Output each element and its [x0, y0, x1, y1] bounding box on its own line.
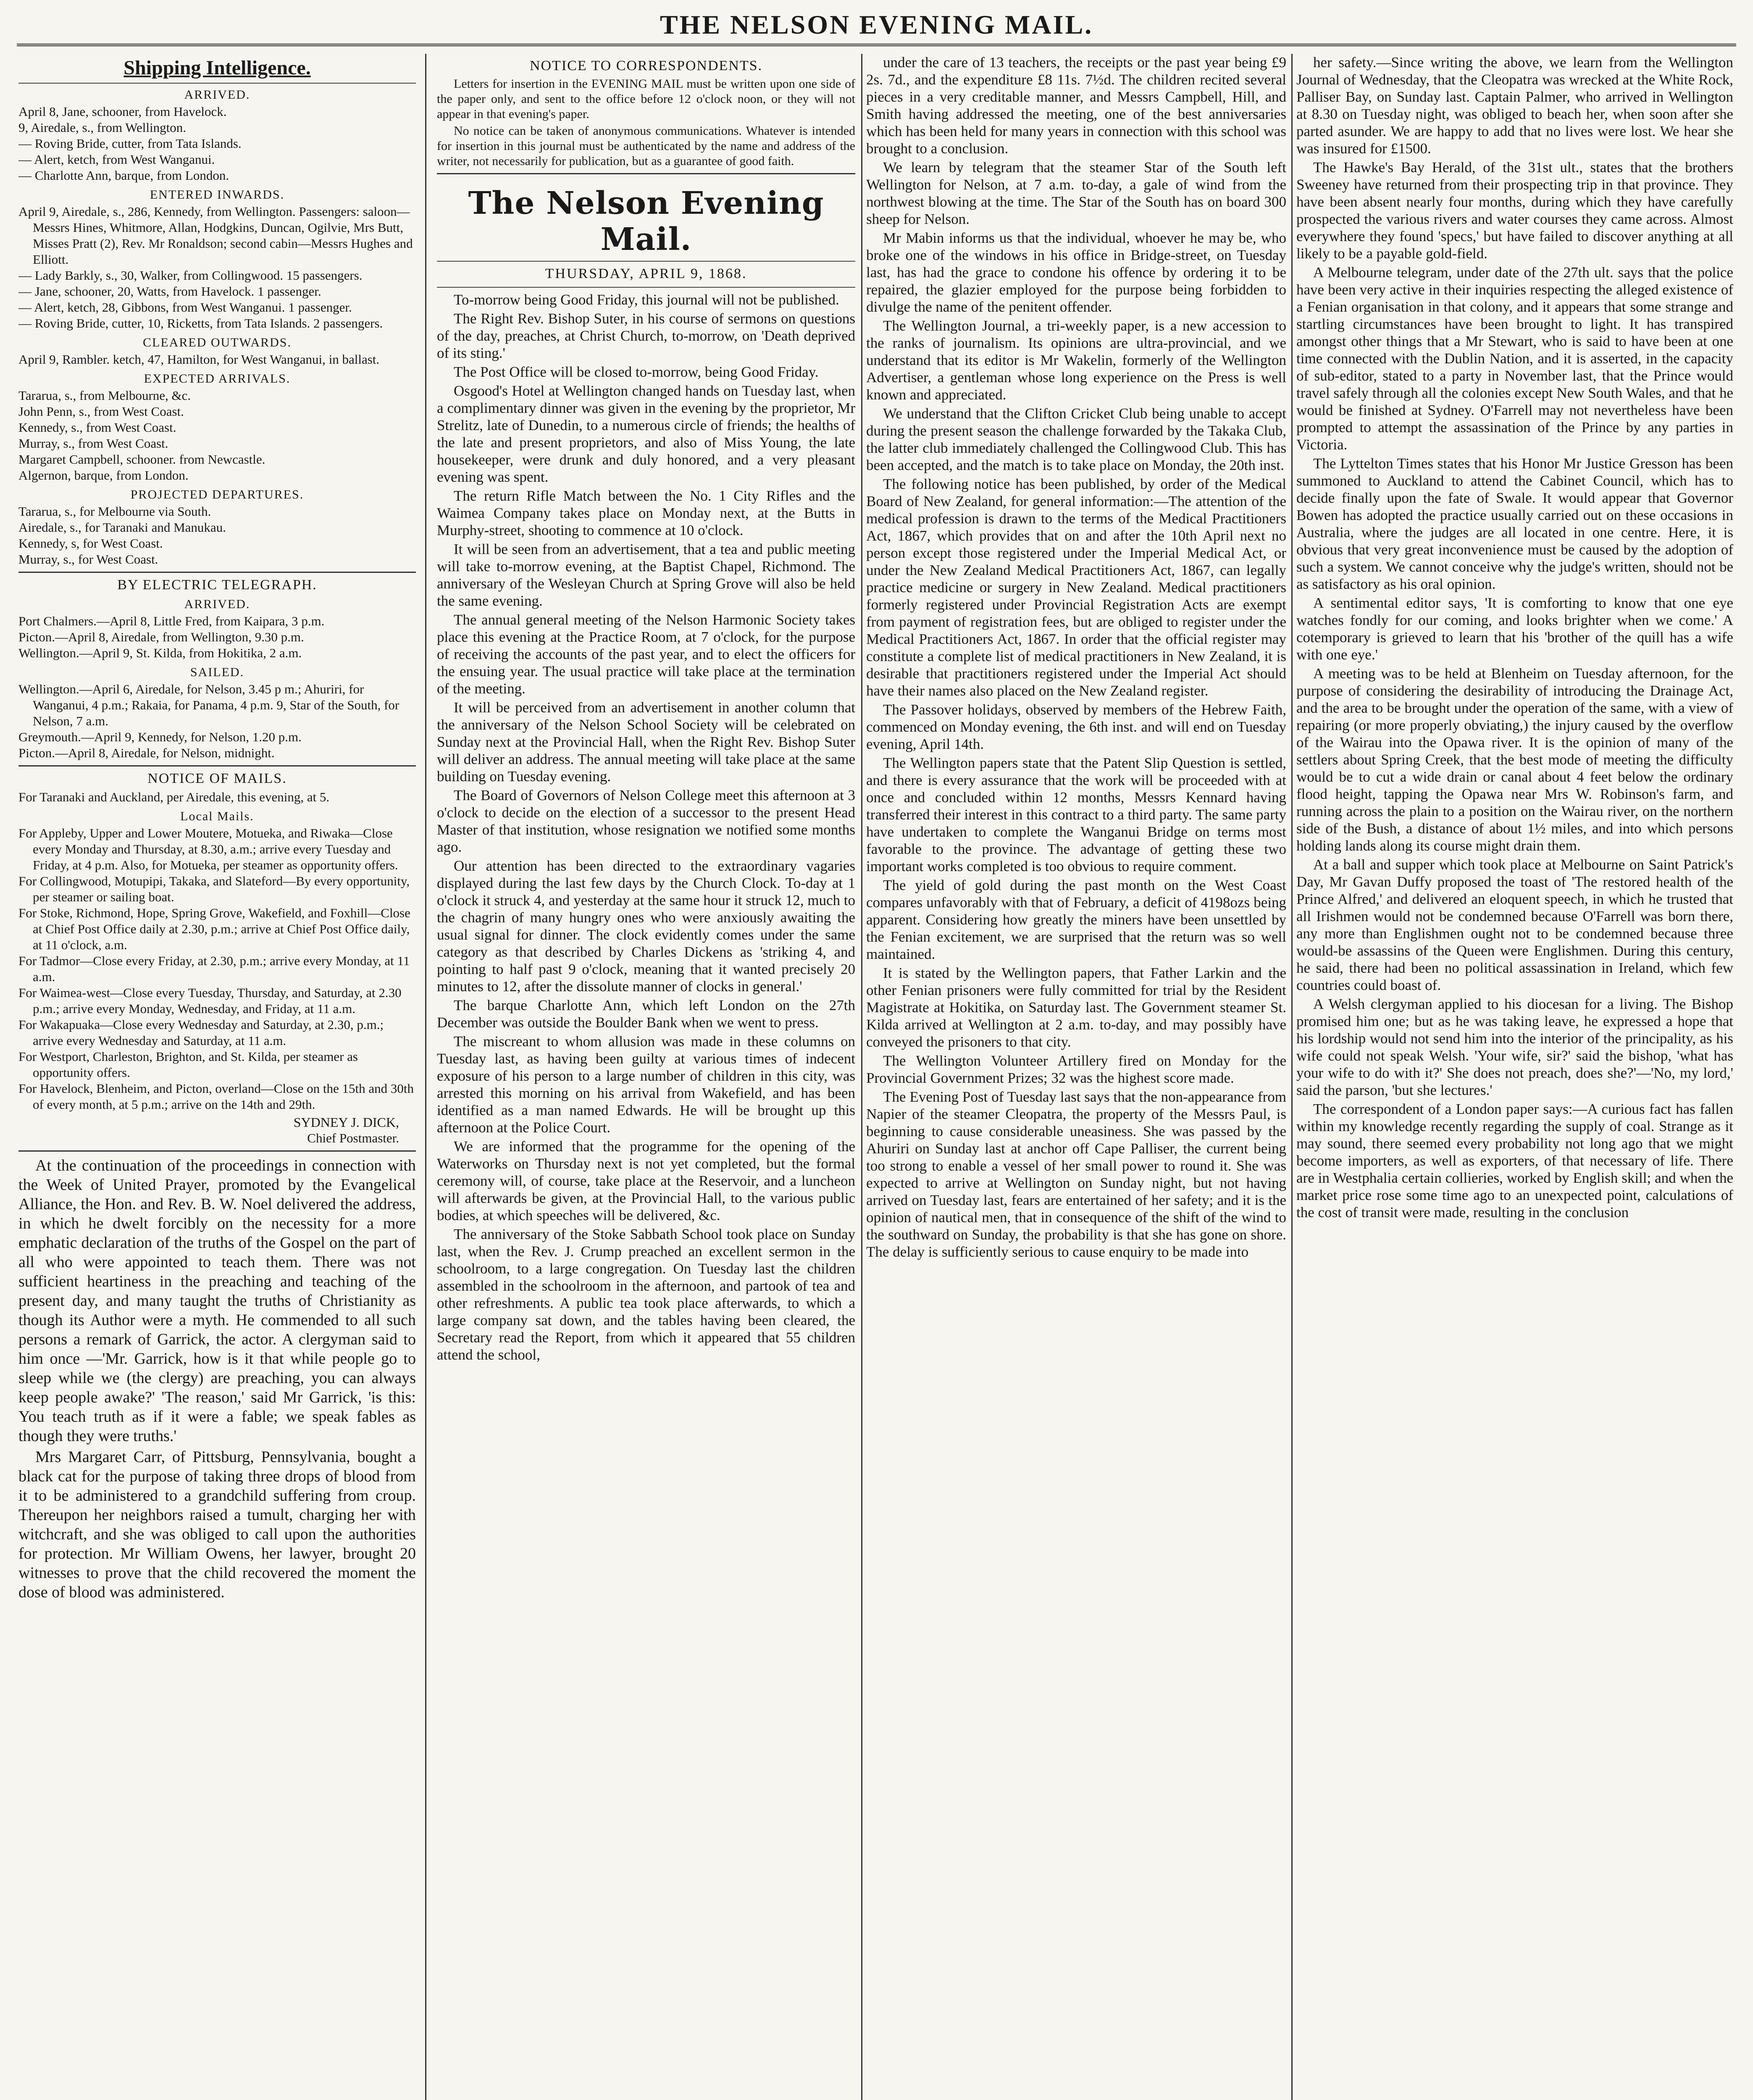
- article-paragraph: The Wellington Journal, a tri-weekly paper, is a new accession to the ranks of journalism. Its opinions are ultra-provincial, and we understand that its editor is Mr Wakelin, formerly of the Wellington Advertiser, a gentleman whose long experience on the Press is well known and appreciated.: [866, 318, 1286, 403]
- article-paragraph: The anniversary of the Stoke Sabbath School took place on Sunday last, when the Rev. J. Crump preached an excellent sermon in the schoolroom, to a large congregation. On Tuesday last the children assembled in the schoolroom in the afternoon, and partook of tea and other refreshments. A public tea took place afterwards, to which a large company sat down, and the tables having been cleared, the Secretary read the Report, from which it appeared that 55 children attend the school,: [437, 1226, 855, 1363]
- article-paragraph: The barque Charlotte Ann, which left London on the 27th December was outside the Boulder Bank when we went to press.: [437, 997, 855, 1031]
- mails-intro: For Taranaki and Auckland, per Airedale, this evening, at 5.: [18, 790, 330, 804]
- outwards-heading: CLEARED OUTWARDS.: [143, 336, 292, 349]
- list-entry: — Alert, ketch, 28, Gibbons, from West Wanganui. 1 passenger.: [18, 300, 352, 315]
- masthead: [0, 0, 1753, 46]
- inwards-list: [18, 204, 416, 331]
- column-rule: [1291, 54, 1293, 2100]
- arrived-heading: ARRIVED.: [184, 88, 250, 102]
- list-entry: Picton.—April 8, Airedale, from Wellington, 9.30 p.m.: [18, 630, 304, 644]
- col3-articles: [866, 54, 1286, 1260]
- divider: [437, 287, 855, 288]
- telegraph-sailed-list: [18, 681, 416, 761]
- article-paragraph: A Melbourne telegram, under date of the 27th ult. says that the police have been very active in their inquiries respecting the alleged existence of a Fenian organisation in that colony, and it appears that some strange and startling circumstances have been brought to light. It has transpired amongst other things that a Mr Stewart, who is said to have been at one time connected with the Dublin Nation, and it is asserted, in the capacity of sub-editor, stated to a party in November last, that the Prince would travel safely through all the colonies except New South Wales, and that he would be finished at Sydney. O'Farrell may not nevertheless have been prompted to attempt the assassination of the Prince by any parties in Victoria.: [1296, 264, 1733, 453]
- article-paragraph: We are informed that the programme for the opening of the Waterworks on Thursday next is not yet completed, but the formal ceremony will, of course, take place at the Reservoir, and a luncheon will afterwards be given, at the Provincial Hall, to the various public bodies, at which speeches will be delivered, &c.: [437, 1138, 855, 1223]
- divider: [18, 1150, 416, 1152]
- list-entry: For Collingwood, Motupipi, Takaka, and Slateford—By every opportunity, per steamer or sailing boat.: [18, 874, 410, 904]
- article-paragraph: The Post Office will be closed to-morrow, being Good Friday.: [454, 364, 819, 380]
- list-entry: Airedale, s., for Taranaki and Manukau.: [18, 520, 226, 535]
- correspondents-title: NOTICE TO CORRESPONDENTS.: [529, 58, 763, 74]
- list-entry: Wellington.—April 9, St. Kilda, from Hokitika, 2 a.m.: [18, 646, 302, 660]
- article-paragraph: The Passover holidays, observed by members of the Hebrew Faith, commenced on Monday evening, the 6th inst. and will end on Tuesday evening, April 14th.: [866, 701, 1286, 752]
- paper-flag: The Nelson Evening Mail.: [468, 185, 824, 257]
- article-paragraph: At a ball and supper which took place at Melbourne on Saint Patrick's Day, Mr Gavan Duffy proposed the toast of 'The restored health of the Prince Alfred,' and delivered an eloquent speech, in which he trusted that all Irishmen would not be condemned because O'Farrell was born there, any more than Englishmen ought not to be condemned because three would-be assassins of the Queen were Englishmen. During this century, he said, there had been no political assassination in Ireland, which few countries could boast of.: [1296, 856, 1733, 993]
- list-entry: — Jane, schooner, 20, Watts, from Havelock. 1 passenger.: [18, 284, 321, 299]
- list-entry: 9, Airedale, s., from Wellington.: [18, 120, 187, 135]
- list-entry: Tararua, s., from Melbourne, &c.: [18, 388, 191, 403]
- arrived-list: [18, 104, 416, 184]
- article-paragraph: We understand that the Clifton Cricket Club being unable to accept during the present season the challenge forwarded by the Takaka Club, the latter club immediately challenged the Collingwood Club. This has been accepted, and the match is to take place on Monday, the 20th inst.: [866, 405, 1286, 473]
- list-entry: April 9, Rambler. ketch, 47, Hamilton, for West Wanganui, in ballast.: [18, 352, 380, 367]
- article-paragraph: At the continuation of the proceedings in connection with the Week of United Prayer, promoted by the Evangelical Alliance, the Hon. and Rev. B. W. Noel delivered the address, in which he dwelt forcibly on the necessity for a more emphatic declaration of the truths of the Gospel on the part of all who were appointed to teach them. There was not sufficient heartiness in the preaching and teaching of the present day, and many taught the truths of Christianity as though its Author were a myth. He commended to all such persons a remark of Garrick, the actor. A clergyman said to him once —'Mr. Garrick, how is it that while people go to sleep while we (the clergy) are preaching, you can always keep people awake?' 'The reason,' said Mr Garrick, 'is this: You teach truth as if it were a fable; we speak fables as though they were truths.': [18, 1157, 416, 1445]
- list-entry: Murray, s., for West Coast.: [18, 552, 158, 567]
- projected-heading: PROJECTED DEPARTURES.: [130, 488, 304, 501]
- article-paragraph: Osgood's Hotel at Wellington changed hands on Tuesday last, when a complimentary dinner was given in the evening by the proprietor, Mr Strelitz, late of Dunedin, to a numerous circle of friends; the healths of the late and present proprietors, and also of Miss Young, the late housekeeper, were drunk and duly honored, and a very pleasant evening was spent.: [437, 383, 855, 485]
- article-paragraph: No notice can be taken of anonymous communications. Whatever is intended for insertion in this journal must be authenticated by the name and address of the writer, not necessarily for publication, but as a guarantee of good faith.: [437, 124, 855, 168]
- expected-list: [18, 388, 416, 483]
- article-paragraph: Letters for insertion in the EVENING MAIL must be written upon one side of the paper only, and sent to the office before 12 o'clock noon, or they will not appear in that evening's paper.: [437, 77, 855, 121]
- list-entry: For Wakapuaka—Close every Wednesday and Saturday, at 2.30, p.m.; arrive every Wednesday and Saturday, at 11 a.m.: [18, 1017, 384, 1048]
- list-entry: — Alert, ketch, from West Wanganui.: [18, 152, 215, 167]
- column-rule: [425, 54, 426, 2100]
- column-3: [866, 54, 1286, 2100]
- local-mails-heading: Local Mails.: [180, 809, 254, 823]
- article-paragraph: A Welsh clergyman applied to his diocesan for a living. The Bishop promised him one; but as he was taking leave, he expressed a hope that his lordship would not send him into the interior of the principality, as his wife could not speak Welsh. 'Your wife, sir?' said the bishop, 'what has your wife to do with it?' She does not preach, does she?'—'No, my lord,' said the parson, 'but she lectures.': [1296, 996, 1733, 1098]
- article-paragraph: A meeting was to be held at Blenheim on Tuesday afternoon, for the purpose of considering the desirability of introducing the Drainage Act, and the area to be brought under the operation of the same, with a view of repairing (or more properly obviating,) the injury caused by the overflow of the Wairau into the Opawa river. It is the opinion of many of the settlers about Spring Creek, that the best mode of meeting the difficulty would be to cut a wide drain or canal about 4 feet below the ordinary flood height, tapping the Opawa near Mrs W. Robinson's farm, and running across the plain to a position on the Wairau river, on the northern side of the Bush, a distance of about 1½ miles, and into which persons holding lands along its course might drain them.: [1296, 665, 1733, 854]
- list-entry: For Appleby, Upper and Lower Moutere, Motueka, and Riwaka—Close every Monday and Thursday, at 8.30, a.m.; arrive every Tuesday and Friday, at 4 p.m. Also, for Motueka, per steamer as opportunity offers.: [18, 826, 398, 872]
- list-entry: John Penn, s., from West Coast.: [18, 404, 184, 419]
- mails-title: NOTICE OF MAILS.: [147, 771, 287, 786]
- article-paragraph: The Right Rev. Bishop Suter, in his course of sermons on questions of the day, preaches, at Christ Church, to-morrow, on 'Death deprived of its sting.': [437, 310, 855, 361]
- telegraph-sailed-heading: SAILED.: [190, 665, 244, 679]
- article-paragraph: The Wellington Volunteer Artillery fired on Monday for the Provincial Government Prizes; 32 was the highest score made.: [866, 1053, 1286, 1086]
- projected-list: [18, 504, 416, 567]
- article-paragraph: The return Rifle Match between the No. 1 City Rifles and the Waimea Company takes place on Monday next, at the Butts in Murphy-street, shooting to commence at 10 o'clock.: [437, 488, 855, 538]
- article-paragraph: The yield of gold during the past month on the West Coast compares unfavorably with that of February, a deficit of 4198ozs being apparent. Considering how greatly the miners have been unsettled by the Fenian excitement, we are surprised that the return was so well maintained.: [866, 877, 1286, 962]
- list-entry: Kennedy, s., from West Coast.: [18, 420, 176, 435]
- divider: [18, 572, 416, 573]
- divider: [18, 83, 416, 84]
- postmaster-signature: SYDNEY J. DICK,: [293, 1115, 399, 1130]
- list-entry: For Westport, Charleston, Brighton, and St. Kilda, per steamer as opportunity offers.: [18, 1049, 358, 1080]
- article-paragraph: under the care of 13 teachers, the receipts or the past year being £9 2s. 7d., and the expenditure £8 11s. 7½d. The children recited several pieces in a very creditable manner, and Messrs Campbell, Hill, and Smith having addressed the meeting, one of the best anniversaries which has been held for many years in connection with this school was brought to a conclusion.: [866, 54, 1286, 157]
- article-paragraph: It will be perceived from an advertisement in another column that the anniversary of the Nelson School Society will be celebrated on Sunday next at the Provincial Hall, when the Right Rev. Bishop Suter will deliver an address. The annual meeting will take place at the same building on Tuesday evening.: [437, 699, 855, 785]
- article-paragraph: The Lyttelton Times states that his Honor Mr Justice Gresson has been summoned to Auckland to attend the Cabinet Council, which has to decide finally upon the fate of Swale. It would appear that Governor Bowen has adopted the practice usually carried out on these occasions in Australia, where the judges are all located in one centre. Here, it is obvious that very great inconvenience must be caused by the adoption of such a system. We cannot conceive why the judge's written, should not be as satisfactory as his oral opinion.: [1296, 455, 1733, 592]
- list-entry: Picton.—April 8, Airedale, for Nelson, midnight.: [18, 746, 275, 760]
- list-entry: Algernon, barque, from London.: [18, 468, 189, 483]
- list-entry: Tararua, s., for Melbourne via South.: [18, 504, 211, 519]
- article-paragraph: Mr Mabin informs us that the individual, whoever he may be, who broke one of the windows in his office in Bridge-street, on Tuesday last, has had the grace to condone his offence by ordering it to be repaired, the glazier employed for the purpose being forbidden to divulge the name of the penitent offender.: [866, 230, 1286, 315]
- article-paragraph: Mrs Margaret Carr, of Pittsburg, Pennsylvania, bought a black cat for the purpose of taking three drops of blood from it to be administered to a grandchild suffering from croup. Thereupon her neighbors raised a tumult, charging her with witchcraft, and she was obliged to call upon the authorities for protection. Mr William Owens, her lawyer, brought 20 witnesses to prove that the child recovered the moment the dose of blood was administered.: [18, 1448, 416, 1601]
- article-paragraph: The Board of Governors of Nelson College meet this afternoon at 3 o'clock to decide on the election of a successor to the present Head Master of that institution, whose resignation we notified some months ago.: [437, 787, 855, 855]
- divider: [437, 173, 855, 174]
- dateline: THURSDAY, APRIL 9, 1868.: [545, 266, 747, 281]
- postmaster-title: Chief Postmaster.: [307, 1131, 399, 1145]
- column-rule: [861, 54, 862, 2100]
- list-entry: — Roving Bride, cutter, from Tata Islands.: [18, 136, 242, 151]
- divider: [18, 765, 416, 766]
- list-entry: For Tadmor—Close every Friday, at 2.30, p.m.; arrive every Monday, at 11 a.m.: [18, 953, 410, 984]
- list-entry: April 9, Airedale, s., 286, Kennedy, from Wellington. Passengers: saloon—Messrs Hines, Whitmore, Allan, Hodgkins, Duncan, Ogilvie, Mrs Butt, Misses Pratt (2), Rev. Mr Ronaldson; second cabin—Messrs Hughes and Elliott.: [18, 204, 413, 267]
- article-paragraph: The Wellington papers state that the Patent Slip Question is settled, and there is every assurance that the work will be proceeded with at once and concluded within 12 months, Messrs Kennard having transferred their interest in this contract to a third party. The same party have undertaken to complete the Wanganui Bridge on terms most favorable to the province. The advantage of getting these two important works completed is too obvious to require comment.: [866, 755, 1286, 874]
- list-entry: Port Chalmers.—April 8, Little Fred, from Kaipara, 3 p.m.: [18, 614, 325, 628]
- telegraph-arrived-list: [18, 613, 416, 661]
- article-paragraph: The annual general meeting of the Nelson Harmonic Society takes place this evening at the Practice Room, at 7 o'clock, for the purpose of receiving the accounts of the past year, and to elect the officers for the ensuing year. The usual practice will take place at the termination of the meeting.: [437, 612, 855, 697]
- list-entry: — Charlotte Ann, barque, from London.: [18, 168, 229, 183]
- article-paragraph: The Evening Post of Tuesday last says that the non-appearance from Napier of the steamer Cleopatra, the property of the Messrs Paul, is beginning to cause considerable uneasiness. She was passed by the Ahuriri on Sunday last at anchor off Cape Palliser, the current being too strong to enable a vessel of her small power to round it. She was expected to arrive at Wellington on Sunday night, but not having arrived on Tuesday last, fears are entertained of her safety; and it is the opinion of nautical men, that in consequence of the shift of the wind to the southward on Sunday, the probability is that she has gone on shore. The delay is sufficiently serious to cause enquiry to be made into: [866, 1089, 1286, 1260]
- shipping-title: Shipping Intelligence.: [124, 57, 311, 79]
- column-2: [437, 54, 855, 2100]
- outwards-list: [18, 352, 416, 368]
- list-entry: For Stoke, Richmond, Hope, Spring Grove, Wakefield, and Foxhill—Close at Chief Post Office daily at 2.30, p.m.; arrive at Chief Post Office daily, at 11 o'clock, a.m.: [18, 906, 410, 952]
- col2-articles: [437, 291, 855, 1363]
- article-paragraph: To-morrow being Good Friday, this journal will not be published.: [454, 291, 839, 308]
- list-entry: For Havelock, Blenheim, and Picton, overland—Close on the 15th and 30th of every month, at 5 p.m.; arrive on the 14th and 29th.: [18, 1081, 414, 1112]
- inwards-heading: ENTERED INWARDS.: [150, 188, 285, 202]
- article-paragraph: The Hawke's Bay Herald, of the 31st ult., states that the brothers Sweeney have returned from their prospecting trip in that province. They have been absent nearly four months, during which they have carefully prospected the various rivers and water courses they came across. Almost everywhere they found 'specs,' but have failed to discover anything at all likely to be a payable gold-field.: [1296, 159, 1733, 262]
- list-entry: Margaret Campbell, schooner. from Newcastle.: [18, 452, 265, 467]
- article-paragraph: A sentimental editor says, 'It is comforting to know that one eye watches fondly for our coming, and looks brighter when we come.' A cotemporary is grieved to learn that his 'brother of the quill has a wife with one eye.': [1296, 595, 1733, 663]
- mails-list: [18, 825, 416, 1113]
- masthead-rule: [17, 44, 1736, 46]
- correspondents-notice: [437, 76, 855, 169]
- article-paragraph: It is stated by the Wellington papers, that Father Larkin and the other Fenian prisoners were fully committed for trial by the Resident Magistrate at Hokitika, on Saturday last. The Government steamer St. Kilda arrived at Wellington at 2 a.m. to-day, and may possibly have conveyed the prisoners to that city.: [866, 965, 1286, 1050]
- col1-articles: [18, 1156, 416, 1602]
- list-entry: For Waimea-west—Close every Tuesday, Thursday, and Saturday, at 2.30 p.m.; arrive every Monday, Wednesday, and Friday, at 11 a.m.: [18, 985, 402, 1016]
- article-paragraph: The following notice has been published, by order of the Medical Board of New Zealand, for general information:—The attention of the medical profession is drawn to the terms of the Medical Practitioners Act, 1867, which provides that on and after the 10th April next no person except those registered under the Imperial Medical Act, or under the New Zealand Medical Practitioners Act, 1867, can legally practice medicine or surgery in New Zealand. Medical practitioners formerly registered under Provincial Registration Acts are exempt from payment of registration fees, but are obliged to register under the Medical Practitioners Act, 1867. In order that the official register may constitute a complete list of medical practitioners in New Zealand, it is desirable that practitioners registered under the Imperial Act should have their names also placed on the New Zealand register.: [866, 476, 1286, 699]
- col4-articles: [1296, 54, 1733, 1221]
- telegraph-title: BY ELECTRIC TELEGRAPH.: [117, 577, 317, 593]
- article-paragraph: her safety.—Since writing the above, we learn from the Wellington Journal of Wednesday, that the Cleopatra was wrecked at the White Rock, Palliser Bay, on Sunday last. Captain Palmer, who arrived in Wellington at 8.30 on Tuesday night, was obliged to beach her, when soon after she parted asunder. We are happy to add that no lives were lost. We hear she was insured for £1500.: [1296, 54, 1733, 157]
- article-paragraph: The miscreant to whom allusion was made in these columns on Tuesday last, as having been guilty at various times of indecent exposure of his person to a large number of children in this city, was arrested this morning on his arrival from Wakefield, and has been identified as a man named Edwards. He will be brought up this afternoon at the Police Court.: [437, 1033, 855, 1136]
- newspaper-title: THE NELSON EVENING MAIL.: [660, 10, 1093, 39]
- article-paragraph: The correspondent of a London paper says:—A curious fact has fallen within my knowledge recently regarding the supply of coal. Strange as it may sound, there seemed every probability not long ago that we might become importers, as well as exporters, of that necessary of life. There are in Westphalia certain collieries, worked by English skill; and when the market price rose some time ago to an unexpected point, calculations of the cost of transit were made, resulting in the conclusion: [1296, 1101, 1733, 1221]
- expected-heading: EXPECTED ARRIVALS.: [144, 372, 291, 386]
- list-entry: Murray, s., from West Coast.: [18, 436, 168, 451]
- list-entry: April 8, Jane, schooner, from Havelock.: [18, 104, 227, 119]
- divider: [437, 261, 855, 262]
- column-4: [1296, 54, 1733, 2100]
- list-entry: Wellington.—April 6, Airedale, for Nelson, 3.45 p m.; Ahuriri, for Wanganui, 4 p.m.; Rakaia, for Panama, 4 p.m. 9, Star of the South, for Nelson, 7 a.m.: [18, 682, 399, 728]
- list-entry: — Lady Barkly, s., 30, Walker, from Collingwood. 15 passengers.: [18, 268, 363, 283]
- article-paragraph: We learn by telegram that the steamer Star of the South left Wellington for Nelson, at 7 a.m. to-day, a gale of wind from the northwest blowing at the time. The Star of the South has on board 300 sheep for Nelson.: [866, 159, 1286, 227]
- telegraph-arrived-heading: ARRIVED.: [184, 597, 250, 611]
- article-paragraph: Our attention has been directed to the extraordinary vagaries displayed during the last few days by the Church Clock. To-day at 1 o'clock it struck 4, and yesterday at the same hour it struck 12, much to the chagrin of many hungry ones who were anxiously awaiting the usual signal for dinner. The clock evidently comes under the same category as that described by Charles Dickens as 'striking 4, and pointing to half past 9 o'clock, meaning that it wanted precisely 20 minutes to 12, after the dissolute manner of clocks in general.': [437, 858, 855, 995]
- list-entry: Greymouth.—April 9, Kennedy, for Nelson, 1.20 p.m.: [18, 730, 302, 744]
- column-1: [18, 54, 416, 2100]
- list-entry: Kennedy, s, for West Coast.: [18, 536, 163, 551]
- article-paragraph: It will be seen from an advertisement, that a tea and public meeting will take to-morrow evening, at the Baptist Chapel, Richmond. The anniversary of the Wesleyan Church at Spring Grove will also be held the same evening.: [437, 541, 855, 609]
- list-entry: — Roving Bride, cutter, 10, Ricketts, from Tata Islands. 2 passengers.: [18, 316, 383, 331]
